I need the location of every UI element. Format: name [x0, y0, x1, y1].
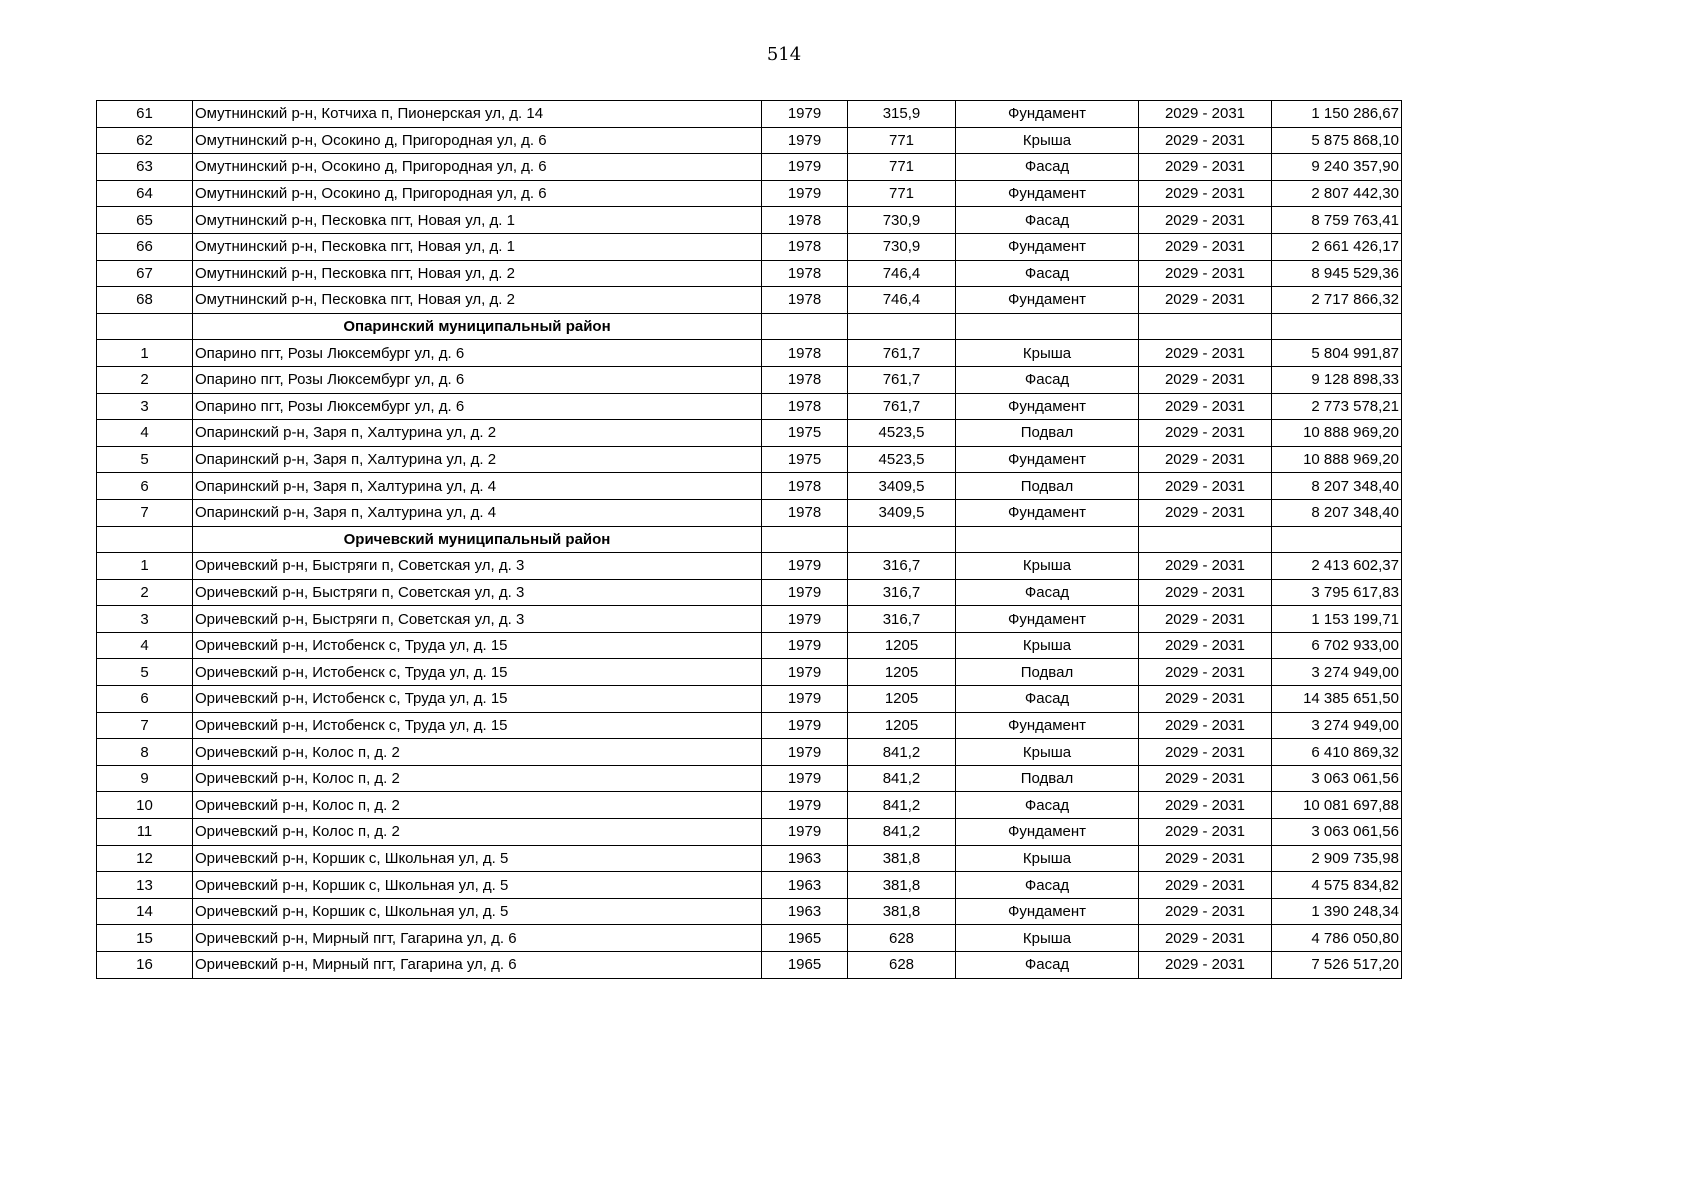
table-body — [97, 101, 1402, 979]
area-cell: 316,7 — [848, 579, 956, 606]
build-year-cell: 1979 — [762, 659, 848, 686]
area-cell: 1205 — [848, 712, 956, 739]
period-cell: 2029 - 2031 — [1139, 898, 1272, 925]
period-cell: 2029 - 2031 — [1139, 366, 1272, 393]
empty-cell — [762, 313, 848, 340]
address-cell: Оричевский р-н, Быстряги п, Советская ул, д. 3 — [193, 553, 762, 580]
period-cell: 2029 - 2031 — [1139, 765, 1272, 792]
section-title: Оричевский муниципальный район — [193, 526, 762, 553]
period-cell: 2029 - 2031 — [1139, 872, 1272, 899]
period-cell: 2029 - 2031 — [1139, 393, 1272, 420]
cost-cell: 5 875 868,10 — [1272, 127, 1402, 154]
table-row — [97, 260, 1402, 287]
build-year-cell: 1978 — [762, 233, 848, 260]
row-number-cell: 8 — [97, 739, 193, 766]
period-cell: 2029 - 2031 — [1139, 499, 1272, 526]
address-cell: Опаринский р-н, Заря п, Халтурина ул, д. 4 — [193, 499, 762, 526]
period-cell: 2029 - 2031 — [1139, 712, 1272, 739]
row-number-cell: 15 — [97, 925, 193, 952]
period-cell: 2029 - 2031 — [1139, 446, 1272, 473]
work-type-cell: Крыша — [956, 925, 1139, 952]
address-cell: Оричевский р-н, Коршик с, Школьная ул, д. 5 — [193, 845, 762, 872]
table-row — [97, 366, 1402, 393]
address-cell: Опарино пгт, Розы Люксембург ул, д. 6 — [193, 366, 762, 393]
cost-cell: 6 410 869,32 — [1272, 739, 1402, 766]
table-row — [97, 952, 1402, 979]
area-cell: 841,2 — [848, 739, 956, 766]
area-cell: 771 — [848, 127, 956, 154]
period-cell: 2029 - 2031 — [1139, 420, 1272, 447]
area-cell: 315,9 — [848, 101, 956, 128]
empty-cell — [1272, 313, 1402, 340]
period-cell: 2029 - 2031 — [1139, 154, 1272, 181]
area-cell: 730,9 — [848, 207, 956, 234]
build-year-cell: 1979 — [762, 180, 848, 207]
area-cell: 1205 — [848, 632, 956, 659]
work-type-cell: Фундамент — [956, 101, 1139, 128]
period-cell: 2029 - 2031 — [1139, 340, 1272, 367]
row-number-cell: 10 — [97, 792, 193, 819]
table-row — [97, 686, 1402, 713]
address-cell: Оричевский р-н, Истобенск с, Труда ул, д. 15 — [193, 686, 762, 713]
row-number-cell: 11 — [97, 819, 193, 846]
address-cell: Омутнинский р-н, Песковка пгт, Новая ул, д. 2 — [193, 260, 762, 287]
row-number-cell: 64 — [97, 180, 193, 207]
build-year-cell: 1979 — [762, 819, 848, 846]
work-type-cell: Подвал — [956, 765, 1139, 792]
area-cell: 1205 — [848, 659, 956, 686]
area-cell: 3409,5 — [848, 473, 956, 500]
build-year-cell: 1979 — [762, 579, 848, 606]
section-header-row — [97, 526, 1402, 553]
cost-cell: 3 274 949,00 — [1272, 659, 1402, 686]
table-row — [97, 632, 1402, 659]
area-cell: 746,4 — [848, 260, 956, 287]
period-cell: 2029 - 2031 — [1139, 819, 1272, 846]
period-cell: 2029 - 2031 — [1139, 101, 1272, 128]
row-number-cell: 63 — [97, 154, 193, 181]
row-number-cell: 4 — [97, 420, 193, 447]
build-year-cell: 1979 — [762, 553, 848, 580]
cost-cell: 2 807 442,30 — [1272, 180, 1402, 207]
build-year-cell: 1978 — [762, 473, 848, 500]
work-type-cell: Подвал — [956, 659, 1139, 686]
period-cell: 2029 - 2031 — [1139, 180, 1272, 207]
table-row — [97, 925, 1402, 952]
cost-cell: 10 888 969,20 — [1272, 420, 1402, 447]
build-year-cell: 1979 — [762, 686, 848, 713]
area-cell: 761,7 — [848, 340, 956, 367]
area-cell: 771 — [848, 154, 956, 181]
period-cell: 2029 - 2031 — [1139, 207, 1272, 234]
build-year-cell: 1978 — [762, 366, 848, 393]
cost-cell: 14 385 651,50 — [1272, 686, 1402, 713]
table-row — [97, 287, 1402, 314]
work-type-cell: Фасад — [956, 872, 1139, 899]
row-number-cell: 4 — [97, 632, 193, 659]
repair-schedule-table — [96, 100, 1402, 979]
work-type-cell: Подвал — [956, 473, 1139, 500]
cost-cell: 8 759 763,41 — [1272, 207, 1402, 234]
work-type-cell: Фундамент — [956, 233, 1139, 260]
work-type-cell: Фундамент — [956, 712, 1139, 739]
address-cell: Омутнинский р-н, Осокино д, Пригородная ул, д. 6 — [193, 127, 762, 154]
area-cell: 730,9 — [848, 233, 956, 260]
build-year-cell: 1979 — [762, 606, 848, 633]
period-cell: 2029 - 2031 — [1139, 127, 1272, 154]
work-type-cell: Фундамент — [956, 898, 1139, 925]
row-number-cell: 61 — [97, 101, 193, 128]
build-year-cell: 1979 — [762, 712, 848, 739]
cost-cell: 1 153 199,71 — [1272, 606, 1402, 633]
build-year-cell: 1978 — [762, 499, 848, 526]
table-row — [97, 127, 1402, 154]
row-number-cell: 7 — [97, 499, 193, 526]
address-cell: Омутнинский р-н, Котчиха п, Пионерская ул, д. 14 — [193, 101, 762, 128]
area-cell: 841,2 — [848, 765, 956, 792]
empty-cell — [97, 526, 193, 553]
work-type-cell: Фасад — [956, 686, 1139, 713]
table-row — [97, 792, 1402, 819]
build-year-cell: 1963 — [762, 872, 848, 899]
area-cell: 761,7 — [848, 393, 956, 420]
work-type-cell: Фасад — [956, 207, 1139, 234]
address-cell: Опарино пгт, Розы Люксембург ул, д. 6 — [193, 393, 762, 420]
area-cell: 841,2 — [848, 792, 956, 819]
table-row — [97, 845, 1402, 872]
cost-cell: 2 773 578,21 — [1272, 393, 1402, 420]
cost-cell: 1 390 248,34 — [1272, 898, 1402, 925]
table-row — [97, 579, 1402, 606]
build-year-cell: 1978 — [762, 260, 848, 287]
row-number-cell: 68 — [97, 287, 193, 314]
table-row — [97, 420, 1402, 447]
address-cell: Омутнинский р-н, Осокино д, Пригородная ул, д. 6 — [193, 180, 762, 207]
empty-cell — [762, 526, 848, 553]
period-cell: 2029 - 2031 — [1139, 739, 1272, 766]
area-cell: 381,8 — [848, 872, 956, 899]
build-year-cell: 1963 — [762, 898, 848, 925]
cost-cell: 2 909 735,98 — [1272, 845, 1402, 872]
empty-cell — [956, 313, 1139, 340]
table-row — [97, 233, 1402, 260]
cost-cell: 1 150 286,67 — [1272, 101, 1402, 128]
build-year-cell: 1965 — [762, 925, 848, 952]
period-cell: 2029 - 2031 — [1139, 473, 1272, 500]
work-type-cell: Крыша — [956, 340, 1139, 367]
cost-cell: 10 081 697,88 — [1272, 792, 1402, 819]
address-cell: Омутнинский р-н, Песковка пгт, Новая ул, д. 1 — [193, 233, 762, 260]
build-year-cell: 1978 — [762, 207, 848, 234]
work-type-cell: Фасад — [956, 366, 1139, 393]
table-row — [97, 499, 1402, 526]
work-type-cell: Фундамент — [956, 819, 1139, 846]
work-type-cell: Фундамент — [956, 393, 1139, 420]
row-number-cell: 1 — [97, 340, 193, 367]
table-row — [97, 154, 1402, 181]
empty-cell — [1272, 526, 1402, 553]
period-cell: 2029 - 2031 — [1139, 606, 1272, 633]
period-cell: 2029 - 2031 — [1139, 260, 1272, 287]
table-row — [97, 898, 1402, 925]
build-year-cell: 1979 — [762, 632, 848, 659]
period-cell: 2029 - 2031 — [1139, 845, 1272, 872]
address-cell: Оричевский р-н, Истобенск с, Труда ул, д. 15 — [193, 712, 762, 739]
cost-cell: 4 786 050,80 — [1272, 925, 1402, 952]
build-year-cell: 1975 — [762, 420, 848, 447]
period-cell: 2029 - 2031 — [1139, 233, 1272, 260]
row-number-cell: 67 — [97, 260, 193, 287]
cost-cell: 8 207 348,40 — [1272, 473, 1402, 500]
work-type-cell: Крыша — [956, 553, 1139, 580]
cost-cell: 3 274 949,00 — [1272, 712, 1402, 739]
build-year-cell: 1979 — [762, 127, 848, 154]
section-header-row — [97, 313, 1402, 340]
cost-cell: 8 207 348,40 — [1272, 499, 1402, 526]
row-number-cell: 65 — [97, 207, 193, 234]
address-cell: Оричевский р-н, Истобенск с, Труда ул, д. 15 — [193, 632, 762, 659]
period-cell: 2029 - 2031 — [1139, 952, 1272, 979]
empty-cell — [848, 313, 956, 340]
address-cell: Оричевский р-н, Мирный пгт, Гагарина ул, д. 6 — [193, 925, 762, 952]
table-row — [97, 659, 1402, 686]
build-year-cell: 1963 — [762, 845, 848, 872]
table-row — [97, 207, 1402, 234]
build-year-cell: 1979 — [762, 765, 848, 792]
work-type-cell: Фундамент — [956, 180, 1139, 207]
period-cell: 2029 - 2031 — [1139, 792, 1272, 819]
row-number-cell: 66 — [97, 233, 193, 260]
build-year-cell: 1979 — [762, 739, 848, 766]
row-number-cell: 12 — [97, 845, 193, 872]
build-year-cell: 1965 — [762, 952, 848, 979]
row-number-cell: 7 — [97, 712, 193, 739]
row-number-cell: 1 — [97, 553, 193, 580]
address-cell: Опаринский р-н, Заря п, Халтурина ул, д. 4 — [193, 473, 762, 500]
row-number-cell: 6 — [97, 686, 193, 713]
work-type-cell: Крыша — [956, 632, 1139, 659]
section-title: Опаринский муниципальный район — [193, 313, 762, 340]
address-cell: Оричевский р-н, Коршик с, Школьная ул, д. 5 — [193, 898, 762, 925]
address-cell: Оричевский р-н, Истобенск с, Труда ул, д. 15 — [193, 659, 762, 686]
address-cell: Оричевский р-н, Коршик с, Школьная ул, д. 5 — [193, 872, 762, 899]
row-number-cell: 2 — [97, 579, 193, 606]
work-type-cell: Фасад — [956, 792, 1139, 819]
empty-cell — [1139, 526, 1272, 553]
row-number-cell: 5 — [97, 659, 193, 686]
work-type-cell: Фундамент — [956, 287, 1139, 314]
area-cell: 3409,5 — [848, 499, 956, 526]
period-cell: 2029 - 2031 — [1139, 632, 1272, 659]
table-row — [97, 446, 1402, 473]
area-cell: 4523,5 — [848, 446, 956, 473]
address-cell: Омутнинский р-н, Песковка пгт, Новая ул, д. 1 — [193, 207, 762, 234]
build-year-cell: 1975 — [762, 446, 848, 473]
address-cell: Оричевский р-н, Колос п, д. 2 — [193, 739, 762, 766]
period-cell: 2029 - 2031 — [1139, 287, 1272, 314]
address-cell: Оричевский р-н, Быстряги п, Советская ул, д. 3 — [193, 606, 762, 633]
address-cell: Опаринский р-н, Заря п, Халтурина ул, д. 2 — [193, 446, 762, 473]
area-cell: 771 — [848, 180, 956, 207]
period-cell: 2029 - 2031 — [1139, 659, 1272, 686]
build-year-cell: 1979 — [762, 792, 848, 819]
area-cell: 1205 — [848, 686, 956, 713]
empty-cell — [1139, 313, 1272, 340]
cost-cell: 2 661 426,17 — [1272, 233, 1402, 260]
address-cell: Омутнинский р-н, Песковка пгт, Новая ул, д. 2 — [193, 287, 762, 314]
period-cell: 2029 - 2031 — [1139, 553, 1272, 580]
table-row — [97, 101, 1402, 128]
area-cell: 381,8 — [848, 898, 956, 925]
work-type-cell: Крыша — [956, 127, 1139, 154]
work-type-cell: Фасад — [956, 579, 1139, 606]
work-type-cell: Фасад — [956, 154, 1139, 181]
cost-cell: 3 063 061,56 — [1272, 819, 1402, 846]
build-year-cell: 1979 — [762, 154, 848, 181]
table-row — [97, 393, 1402, 420]
period-cell: 2029 - 2031 — [1139, 579, 1272, 606]
row-number-cell: 13 — [97, 872, 193, 899]
row-number-cell: 2 — [97, 366, 193, 393]
address-cell: Оричевский р-н, Мирный пгт, Гагарина ул, д. 6 — [193, 952, 762, 979]
work-type-cell: Крыша — [956, 739, 1139, 766]
address-cell: Оричевский р-н, Колос п, д. 2 — [193, 819, 762, 846]
address-cell: Оричевский р-н, Колос п, д. 2 — [193, 792, 762, 819]
work-type-cell: Фасад — [956, 952, 1139, 979]
row-number-cell: 3 — [97, 393, 193, 420]
table-row — [97, 739, 1402, 766]
cost-cell: 9 240 357,90 — [1272, 154, 1402, 181]
page-number: 514 — [766, 44, 802, 65]
work-type-cell: Фундамент — [956, 499, 1139, 526]
row-number-cell: 6 — [97, 473, 193, 500]
area-cell: 841,2 — [848, 819, 956, 846]
empty-cell — [956, 526, 1139, 553]
area-cell: 761,7 — [848, 366, 956, 393]
table-row — [97, 473, 1402, 500]
cost-cell: 3 063 061,56 — [1272, 765, 1402, 792]
cost-cell: 10 888 969,20 — [1272, 446, 1402, 473]
area-cell: 316,7 — [848, 606, 956, 633]
work-type-cell: Фасад — [956, 260, 1139, 287]
address-cell: Опарино пгт, Розы Люксембург ул, д. 6 — [193, 340, 762, 367]
row-number-cell: 16 — [97, 952, 193, 979]
cost-cell: 4 575 834,82 — [1272, 872, 1402, 899]
empty-cell — [97, 313, 193, 340]
work-type-cell: Фундамент — [956, 446, 1139, 473]
row-number-cell: 3 — [97, 606, 193, 633]
cost-cell: 3 795 617,83 — [1272, 579, 1402, 606]
row-number-cell: 5 — [97, 446, 193, 473]
build-year-cell: 1978 — [762, 340, 848, 367]
table-row — [97, 180, 1402, 207]
period-cell: 2029 - 2031 — [1139, 686, 1272, 713]
cost-cell: 6 702 933,00 — [1272, 632, 1402, 659]
cost-cell: 8 945 529,36 — [1272, 260, 1402, 287]
table-row — [97, 606, 1402, 633]
table-row — [97, 712, 1402, 739]
build-year-cell: 1978 — [762, 287, 848, 314]
build-year-cell: 1979 — [762, 101, 848, 128]
row-number-cell: 62 — [97, 127, 193, 154]
table-row — [97, 553, 1402, 580]
table-row — [97, 340, 1402, 367]
address-cell: Опаринский р-н, Заря п, Халтурина ул, д. 2 — [193, 420, 762, 447]
row-number-cell: 9 — [97, 765, 193, 792]
area-cell: 316,7 — [848, 553, 956, 580]
address-cell: Оричевский р-н, Быстряги п, Советская ул, д. 3 — [193, 579, 762, 606]
cost-cell: 7 526 517,20 — [1272, 952, 1402, 979]
area-cell: 628 — [848, 952, 956, 979]
cost-cell: 5 804 991,87 — [1272, 340, 1402, 367]
area-cell: 746,4 — [848, 287, 956, 314]
build-year-cell: 1978 — [762, 393, 848, 420]
work-type-cell: Крыша — [956, 845, 1139, 872]
table-row — [97, 819, 1402, 846]
cost-cell: 2 413 602,37 — [1272, 553, 1402, 580]
period-cell: 2029 - 2031 — [1139, 925, 1272, 952]
row-number-cell: 14 — [97, 898, 193, 925]
address-cell: Оричевский р-н, Колос п, д. 2 — [193, 765, 762, 792]
work-type-cell: Фундамент — [956, 606, 1139, 633]
address-cell: Омутнинский р-н, Осокино д, Пригородная ул, д. 6 — [193, 154, 762, 181]
area-cell: 381,8 — [848, 845, 956, 872]
cost-cell: 2 717 866,32 — [1272, 287, 1402, 314]
table-row — [97, 872, 1402, 899]
area-cell: 4523,5 — [848, 420, 956, 447]
empty-cell — [848, 526, 956, 553]
cost-cell: 9 128 898,33 — [1272, 366, 1402, 393]
table-row — [97, 765, 1402, 792]
area-cell: 628 — [848, 925, 956, 952]
work-type-cell: Подвал — [956, 420, 1139, 447]
